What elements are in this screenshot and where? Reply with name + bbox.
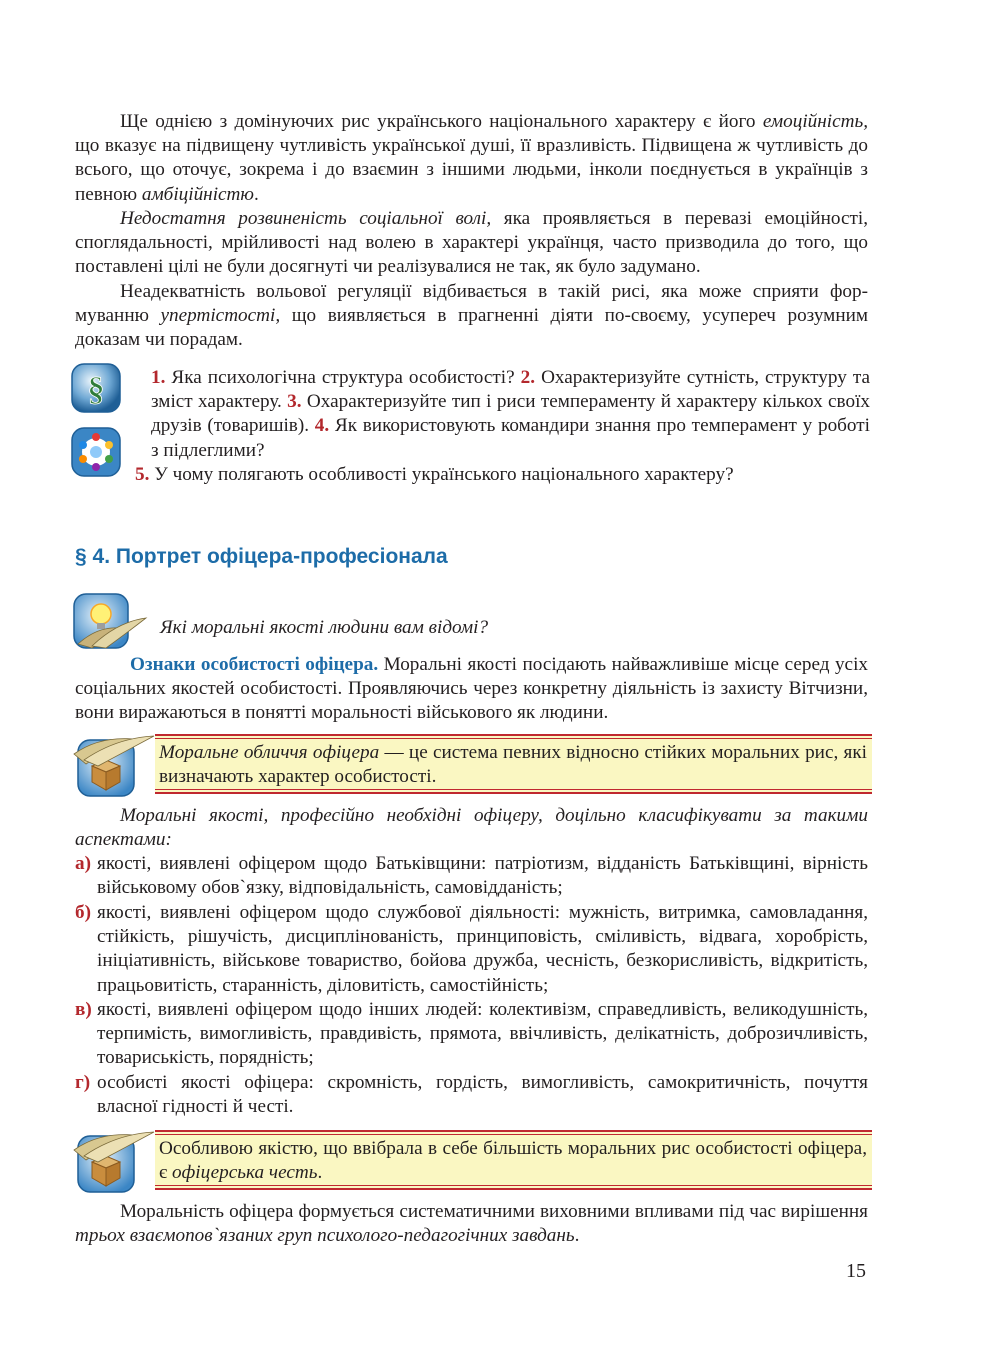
question-number: 1.: [151, 367, 166, 388]
definition-moral-image: [155, 734, 872, 794]
list-item: [75, 998, 868, 1071]
text-run: Неадекватність вольової регуляції відбивається в такій рисі, яка може сприяти формуванню: [75, 281, 868, 327]
list-intro: [75, 804, 868, 852]
section-heading: § 4. Портрет офіцера-професіонала: [75, 545, 448, 568]
questions-1-4: [151, 366, 870, 463]
text-run: Моральні якості посідають найважливіше місце серед усіх соціальних якостей особистості. Проявляючись через конкретну діяльність із захисту Вітчизни, вони виражаються в понятті моральності військового як людини.: [75, 654, 868, 724]
page-number: 15: [846, 1260, 866, 1282]
text-run: .: [253, 183, 259, 205]
term-moral-image: Моральне обличчя офіцера: [159, 742, 380, 763]
prompt-text: Які моральні якості людини вам відомі?: [160, 617, 489, 638]
paragraph-stubbornness: [75, 280, 868, 353]
section-sign-icon: [70, 362, 122, 414]
text-run: що виявляється в прагненні діяти по-своєму, усупереч розумним доказам чи порадам.: [75, 305, 869, 351]
question-row-1: [135, 366, 870, 463]
term-task-groups: трьох взаємопов`язаних груп психолого-педагогічних завдань: [75, 1225, 575, 1247]
intro-text: Моральні якості, професійно необхідні офіцеру, доцільно класифікувати за такими аспектами:: [75, 805, 868, 851]
list-marker: б): [75, 902, 91, 923]
review-questions: [135, 366, 870, 487]
list-item: [75, 901, 868, 998]
list-item: [75, 1071, 868, 1119]
text-run: що вказує на підвищену чутливість української душі, її вразливість. Підвищена ж чутливість до всього, що оточує, зокрема і до взаємин з іншими людьми, інколи поєднується в українців з певною: [75, 135, 868, 205]
question-number: 5.: [135, 463, 150, 485]
paragraph-morality-formation: [75, 1200, 868, 1248]
text-run: Моральність офіцера формується систематичними виховними впливами під час вирішення: [120, 1201, 868, 1222]
question-text: Охарактеризуйте тип і риси темпераменту й характеру кількох своїх друзів (товаришів).: [151, 391, 870, 437]
list-item-text: особисті якості офіцера: скромність, гордість, вимогливість, самокритичність, почуття власної гідності й честі.: [97, 1072, 868, 1118]
lead-phrase: Ознаки особистості офіцера.: [130, 654, 379, 675]
text-run: — це система певних відносно стійких моральних рис, які визначають характер особистості.: [159, 742, 868, 788]
paragraph-social-will: [75, 207, 868, 280]
list-marker: а): [75, 853, 91, 874]
question-prompt: [160, 616, 860, 640]
open-box-quill-icon: [72, 734, 156, 798]
question-number: 3.: [287, 391, 302, 413]
question-number: 2.: [520, 367, 536, 388]
lightbulb-icon: [72, 592, 152, 652]
group-circle-icon: [70, 426, 122, 478]
question-row-5: [135, 463, 870, 487]
text-run: .: [317, 1162, 323, 1184]
list-marker: в): [75, 999, 92, 1020]
term-social-will: Недостатня розвиненість соціальної волі,: [120, 208, 492, 229]
question-text: У чому полягають особливості українського національного характеру?: [149, 463, 734, 485]
term-officer-honor: офіцерська честь: [172, 1162, 318, 1184]
paragraph-officer-signs: [75, 653, 868, 726]
list-item: [75, 852, 868, 900]
question-text: Як використовують командири знання про темперамент у роботі з підлеглими?: [151, 415, 870, 461]
question-number: 4.: [314, 415, 330, 437]
term-ambition: амбіційністю: [141, 183, 254, 205]
text-run: Особливою якістю, що ввібрала в себе більшість моральних рис особистості офіцера, є: [159, 1138, 867, 1184]
list-marker: г): [75, 1072, 91, 1093]
definition-officer-honor: [155, 1130, 872, 1190]
list-item-text: якості, виявлені офіцером щодо службової діяльності: мужність, витримка, самовладання, стійкість, рішучість, дисциплінованість, принциповість, сміливість, відвага, хоробрість, ініціативність, військове товариство, бойова дружба, чесність, безкорисливість, відкритість, працьовитість, старанність, діловитість, самостійність;: [97, 902, 868, 996]
term-stubbornness: упертістості,: [160, 305, 281, 327]
text-run: Ще однією з домінуючих рис українського національного характеру є його: [120, 111, 763, 132]
text-run: .: [574, 1225, 580, 1247]
list-item-text: якості, виявлені офіцером щодо Батьківщини: патріотизм, відданість Батьківщині, вірність військовому обов`язку, відповідальність, самовідданість;: [97, 853, 868, 899]
text-run: яка проявляється в перевазі емоційності, споглядальності, мрійливості над волею в характері українця, часто призводила до того, що поставлені цілі не були досягнуті чи реалізувалися не так, як було задумано.: [75, 208, 868, 278]
question-text: Яка психологічна структура особистості?: [165, 367, 521, 388]
term-emotionality: емоційність,: [762, 111, 868, 132]
list-item-text: якості, виявлені офіцером щодо інших людей: колективізм, справедливість, великодушність, терпимість, вимогливість, правдивість, прямота, ввічливість, делікатність, доброзичливість, товариськість, порядність;: [97, 999, 868, 1069]
question-text: Охарактеризуйте сутність, структуру та зміст характеру.: [151, 367, 870, 413]
paragraph-emotionality: [75, 110, 868, 207]
question-5: [135, 463, 734, 487]
svg-text:§: §: [87, 371, 105, 408]
open-box-quill-icon: [72, 1130, 156, 1194]
